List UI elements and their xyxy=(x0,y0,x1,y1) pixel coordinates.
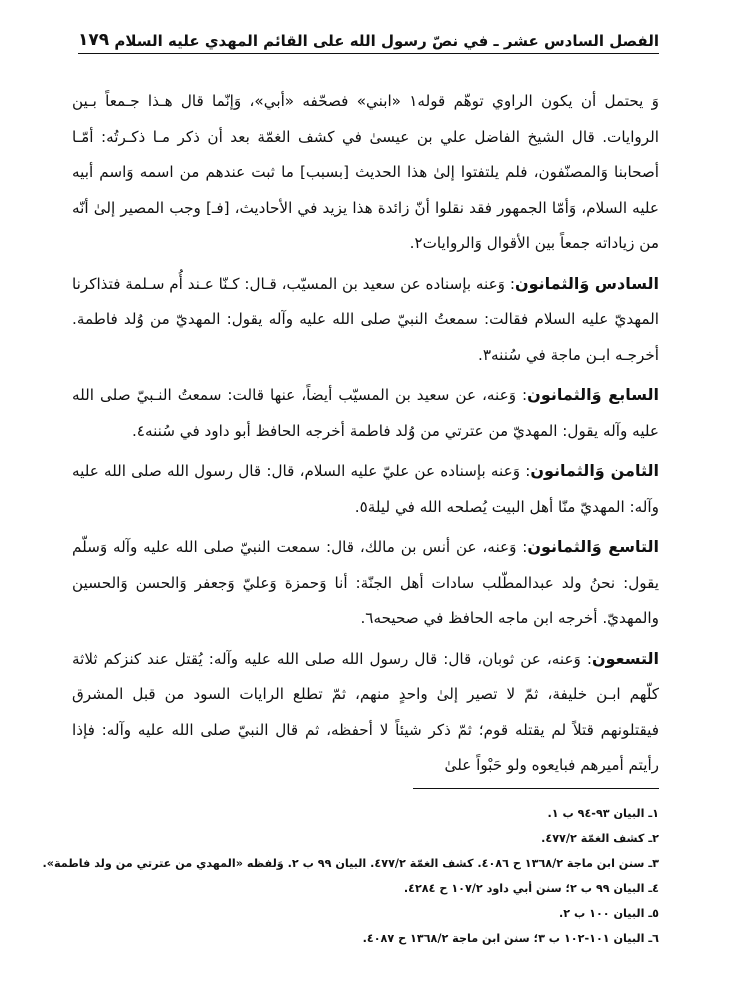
paragraph-text: : وَعنه، عن سعيد بن المسيّب أيضاً، عنها قالت: سمعتُ النـبيّ صلى الله عليه وآله يقول: المهديّ من عترتي من وُلد فاطمة أخرجه الحافظ أبو داود في سُننه٤. xyxy=(72,386,659,440)
hadith-heading: السابع وَالثمانون xyxy=(527,385,660,404)
paragraph-continuation xyxy=(72,84,659,262)
body-text xyxy=(72,84,659,788)
paragraph-text: : وَعنه بإسناده عن عليّ عليه السلام، قال: قال رسول الله صلى الله عليه وآله: المهديّ منّا أهل البيت يُصلحه الله في ليلة٥. xyxy=(72,462,659,516)
hadith-heading: التاسع وَالثمانون xyxy=(527,537,659,556)
footnote-1: ١ـ البيان ٩٣-٩٤ ب ١. xyxy=(547,807,659,820)
paragraph-text: وَ يحتمل أن يكون الراوي توهّم قوله١ «ابني» فصحّفه «أبي»، وَإنّما قال هـذا جـمعاً بـين الروايات. قال الشيخ الفاضل علي بن عيسىٰ في كشف الغمّة بعد أن ذكر مـا ذكـرتُه: أمّـا أصحابنا وَالمصنّفون، فلم يلتفتوا إلىٰ هذا الحديث [بسبب] ما ثبت عندهم من اسمه وَاسم أبيه عليه السلام، وَأمّا الجمهور فقد نقلوا أنّ زائدة هذا يزيد في الأحاديث، [فـ] وجب المصير إلىٰ أنّه من زياداته جمعاً بين الأقوال وَالروايات٢. xyxy=(72,92,659,252)
footnote-3: ٣ـ سنن ابن ماجة ١٣٦٨/٢ ح ٤٠٨٦. كشف الغمّة ٤٧٧/٢. البيان ٩٩ ب ٢. وَلفظه «المهدي من عترتي من ولد فاطمة». xyxy=(42,857,659,870)
hadith-88 xyxy=(72,453,659,525)
footnotes xyxy=(42,801,659,951)
footnote-5: ٥ـ البيان ١٠٠ ب ٢. xyxy=(558,907,659,920)
hadith-heading: الثامن وَالثمانون xyxy=(530,461,659,480)
page-number: ١٧٩ xyxy=(78,30,110,50)
hadith-86 xyxy=(72,266,659,374)
footnote-divider xyxy=(413,788,659,789)
hadith-heading: السادس وَالثمانون xyxy=(514,273,659,293)
footnote-2: ٢ـ كشف الغمّة ٤٧٧/٢. xyxy=(541,832,659,845)
hadith-90 xyxy=(72,641,659,784)
page-header xyxy=(78,22,659,54)
hadith-89 xyxy=(72,529,659,637)
paragraph-text: : وَعنه، عن أنس بن مالك، قال: سمعت النبيّ صلى الله عليه وآله وَسلّم يقول: نحنُ ولد عبدالمطّلب سادات أهل الجنّة: أنا وَحمزة وَعليّ وَجعفر وَالحسن وَالحسين والمهديّ. أخرجه ابن ماجه الحافظ في صحيحه٦. xyxy=(72,538,659,627)
hadith-87 xyxy=(72,377,659,449)
footnote-4: ٤ـ البيان ٩٩ ب ٢؛ سنن أبي داود ١٠٧/٢ ح ٤٢٨٤. xyxy=(403,882,659,895)
paragraph-text: : وَعنه بإسناده عن سعيد بن المسيّب، قـال: كـنّا عـند أُم سـلمة فتذاكرنا المهديّ عليه السلام فقالت: سمعتُ النبيّ صلى الله عليه وآله يقول: المهديّ من وُلد فاطمة. أخرجـه ابـن ماجة في سُننه٣. xyxy=(71,274,659,364)
paragraph-text: : وَعنه، عن ثوبان، قال: قال رسول الله صلى الله عليه وآله: يُقتل عند كنزكم ثلاثة كلّهم ابـن خليفة، ثمّ لا تصير إلىٰ واحدٍ منهم، ثمّ تطلع الرايات السود من قبل المشرق فيقتلونهم قتلاً لم يقتله قوم؛ ثمّ ذكر شيئاً لا أحفظه، ثم قال النبيّ صلى الله عليه وآله: فإذا رأيتم أميرهم فبايعوه ولو حَبْواً علىٰ xyxy=(72,649,659,774)
footnote-6: ٦ـ البيان ١٠١-١٠٢ ب ٣؛ سنن ابن ماجة ١٣٦٨/٢ ح ٤٠٨٧. xyxy=(362,932,659,945)
running-title: الفصل السادس عشر ـ في نصّ رسول الله على القائم المهدي عليه السلام xyxy=(114,32,659,50)
hadith-heading: التسعون xyxy=(591,648,659,668)
